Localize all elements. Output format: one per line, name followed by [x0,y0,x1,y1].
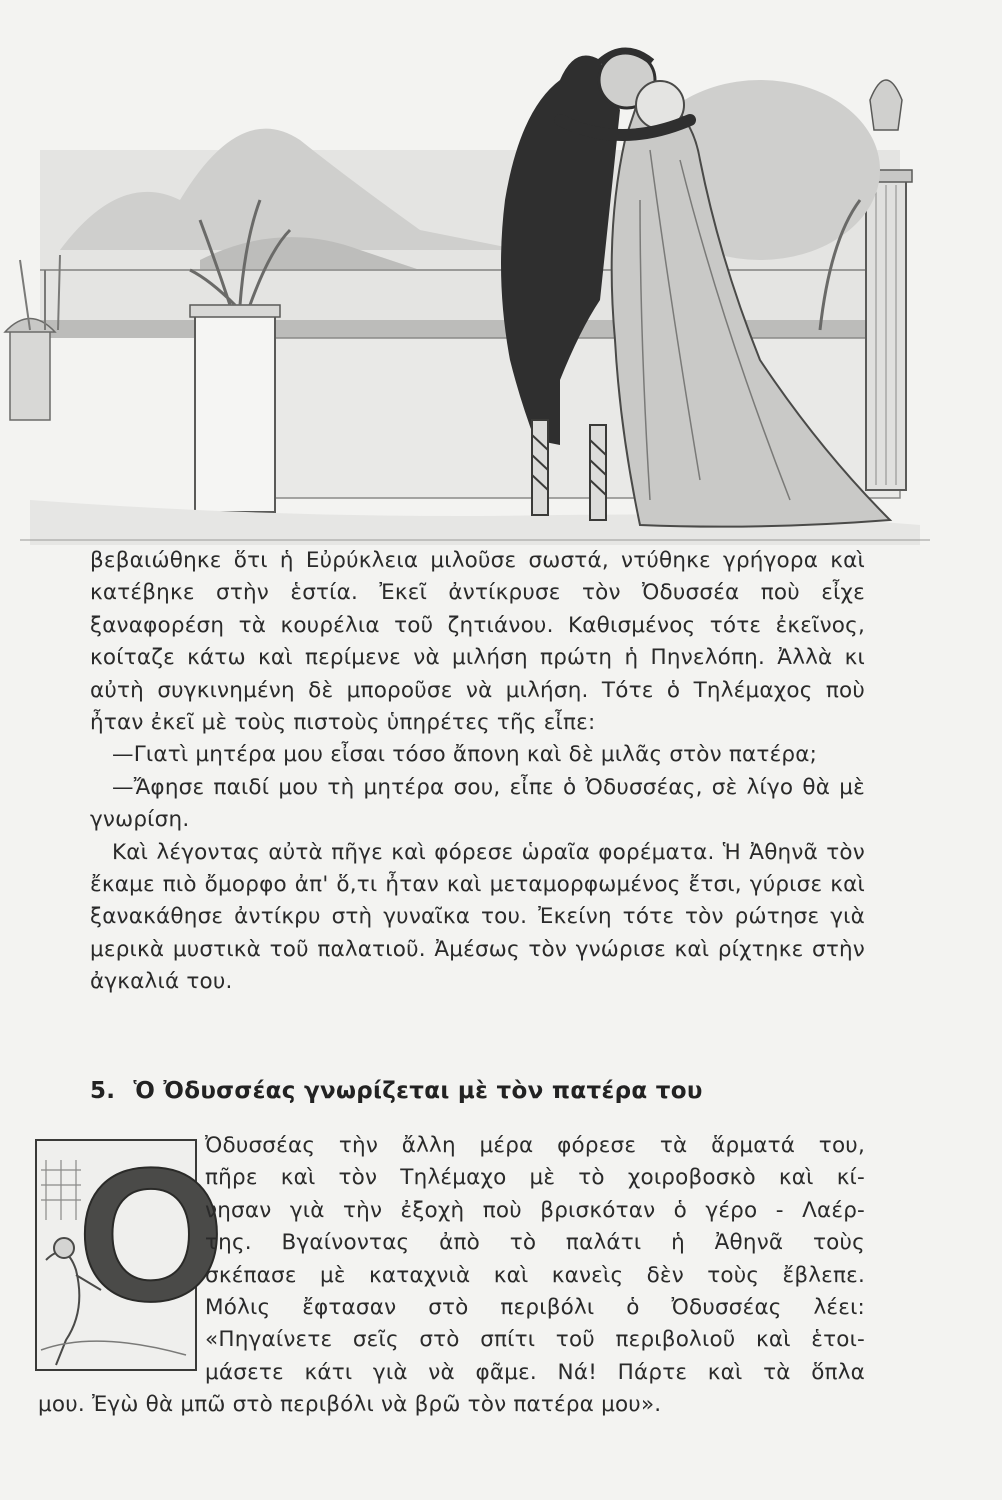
body-text [90,545,865,999]
section-line: «Πηγαίνετε σεῖς στὸ σπίτι τοῦ περιβολιοῦ καὶ ἑτοι- [205,1327,865,1353]
paragraph-2: —Γιατὶ μητέρα μου εἶσαι τόσο ἄπονη καὶ δὲ μιλᾶς στὸν πατέρα; [112,742,818,768]
section-title: Ὁ Ὀδυσσέας γνωρίζεται μὲ τὸν πατέρα του [133,1078,703,1104]
section-line: πῆρε καὶ τὸν Τηλέμαχο μὲ τὸ χοιροβοσκὸ καὶ κί- [205,1165,865,1191]
section-heading [90,1078,865,1104]
section-line: σκέπασε μὲ καταχνιὰ καὶ κανεὶς δὲν τοὺς ἔβλεπε. [205,1262,865,1288]
section-line: Μόλις ἔφτασαν στὸ περιβόλι ὁ Ὀδυσσέας λέει: [205,1295,865,1321]
section-paragraph [38,1130,865,1422]
section-line: μάσετε κάτι γιὰ νὰ φᾶμε. Νά! Πάρτε καὶ τὰ ὅπλα [205,1359,865,1385]
section-line: της. Βγαίνοντας ἀπὸ τὸ παλάτι ἡ Ἀθηνᾶ τοὺς [205,1230,865,1256]
section-line: μου. Ἐγὼ θὰ μπῶ στὸ περιβόλι νὰ βρῶ τὸν πατέρα μου». [38,1392,662,1418]
paragraph-4: Καὶ λέγοντας αὐτὰ πῆγε καὶ φόρεσε ὡραῖα φορέματα. Ἡ Ἀθηνᾶ τὸν ἔκαμε πιὸ ὄμορφο ἀπ' ὅ,τι ἦταν καὶ μεταμορφωμένος ἔτσι, γύρισε καὶ ξανακάθησε ἀντίκρυ στὴ γυναῖκα του. Ἐκείνη τότε τὸν ρώτησε γιὰ μερικὰ μυστικὰ τοῦ παλατιοῦ. Ἀμέσως τὸν γνώρισε καὶ ρίχτηκε στὴν ἀγκαλιά του. [90,839,865,995]
odysseus-penelope-illustration [0,0,1002,545]
paragraph-3: —Ἄφησε παιδί μου τὴ μητέρα σου, εἶπε ὁ Ὀδυσσέας, σὲ λίγο θὰ μὲ γνωρίση. [90,774,865,833]
section-line: νησαν γιὰ τὴν ἐξοχὴ ποὺ βρισκόταν ὁ γέρο - Λαέρ- [205,1197,865,1223]
section-line: Ὀδυσσέας τὴν ἄλλη μέρα φόρεσε τὰ ἅρματά του, [205,1133,865,1158]
paragraph-1: βεβαιώθηκε ὅτι ἡ Εὐρύκλεια μιλοῦσε σωστά, ντύθηκε γρήγορα καὶ κατέβηκε στὴν ἑστία. Ἐκεῖ ἀντίκρυσε τὸν Ὀδυσσέα ποὺ εἶχε ξαναφορέση τὰ κουρέλια τοῦ ζητιάνου. Καθισμένος τότε ἐκεῖνος, κοίταζε κάτω καὶ περίμενε νὰ μιλήση πρώτη ἡ Πηνελόπη. Ἀλλὰ κι αὐτὴ συγκινημένη δὲ μποροῦσε νὰ μιλήση. Τότε ὁ Τηλέμαχος ποὺ ἦταν ἐκεῖ μὲ τοὺς πιστοὺς ὑπηρέτες τῆς εἶπε: [90,548,865,736]
dropcap-letter: O [77,1129,225,1341]
section-number: 5. [90,1078,116,1104]
